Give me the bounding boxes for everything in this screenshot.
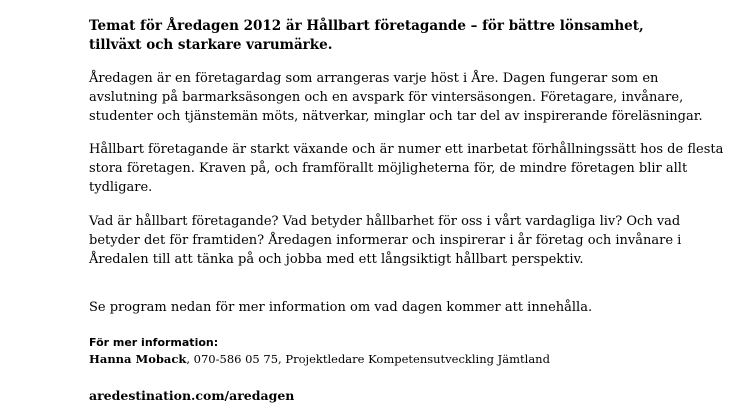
contact-name: Hanna Moback	[89, 352, 187, 366]
contact-line	[89, 351, 550, 367]
paragraph-intro: Åredagen är en företagardag som arrangeras varje höst i Åre. Dagen fungerar som en avslutning på barmarksäsongen och en avspark för vintersäsongen. Företagare, invånare, studenter och tjänstemän möts, nätverkar, minglar och tar del av inspirerande föreläsningar.	[89, 71, 703, 124]
contact-details: , 070-586 05 75, Projektledare Kompetensutveckling Jämtland	[186, 352, 550, 366]
document-title: Temat för Åredagen 2012 är Hållbart företagande – för bättre lönsamhet, tillväxt och starkare varumärke.	[89, 18, 644, 53]
website-link[interactable]: aredestination.com/aredagen	[89, 388, 295, 403]
paragraph-questions: Vad är hållbart företagande? Vad betyder hållbarhet för oss i vårt vardagliga liv? Och vad betyder det för framtiden? Åredagen informerar och inspirerar i år företag och invånare i Åredalen till att tänka på och jobba med ett långsiktigt hållbart perspektiv.	[89, 214, 682, 267]
contact-heading: För mer information:	[89, 336, 219, 349]
paragraph-sustainability: Hållbart företagande är starkt växande och är numer ett inarbetat förhållningssätt hos de flesta stora företagen. Kraven på, och framförallt möjligheterna för, de mindre företagen blir allt tydligare.	[89, 142, 724, 195]
paragraph-program-note: Se program nedan för mer information om vad dagen kommer att innehålla.	[89, 300, 593, 315]
